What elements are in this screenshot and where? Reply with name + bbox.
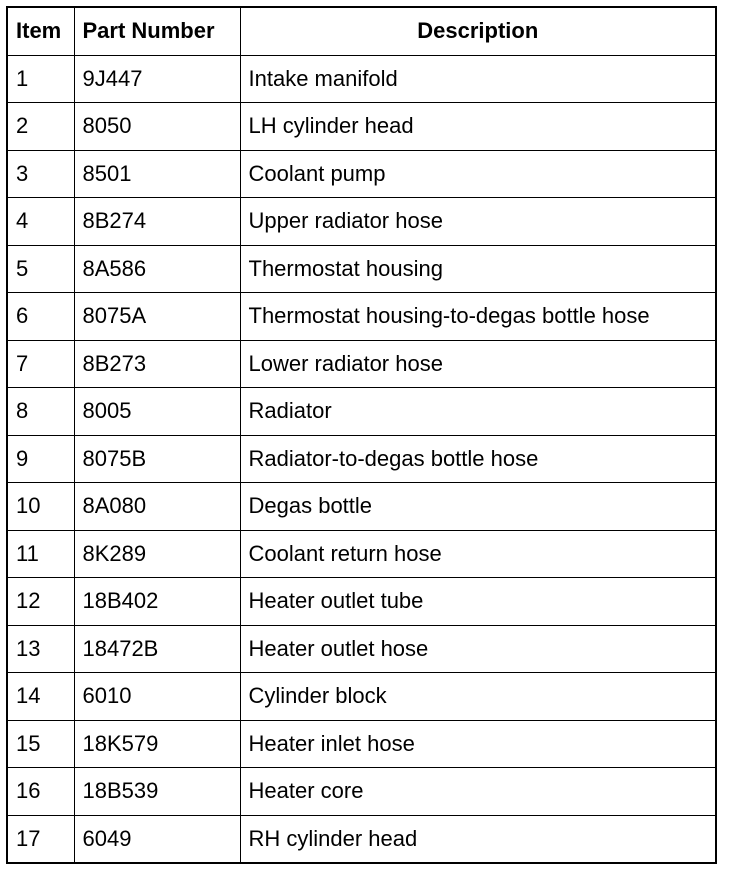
cell-item: 7 (7, 340, 74, 388)
table-row (7, 625, 716, 673)
cell-item: 4 (7, 198, 74, 246)
cell-part-number: 8B274 (74, 198, 240, 246)
cell-part-number: 8050 (74, 103, 240, 151)
table-row (7, 245, 716, 293)
table-row (7, 198, 716, 246)
table-row (7, 578, 716, 626)
table-row (7, 340, 716, 388)
cell-part-number: 18472B (74, 625, 240, 673)
cell-part-number: 8A586 (74, 245, 240, 293)
cell-item: 5 (7, 245, 74, 293)
cell-item: 15 (7, 720, 74, 768)
table-row (7, 720, 716, 768)
table-row (7, 530, 716, 578)
table-row (7, 435, 716, 483)
cell-description: Intake manifold (240, 55, 716, 103)
table-row (7, 103, 716, 151)
cell-part-number: 18B402 (74, 578, 240, 626)
cell-description: LH cylinder head (240, 103, 716, 151)
cell-item: 17 (7, 815, 74, 863)
cell-item: 12 (7, 578, 74, 626)
cell-description: Lower radiator hose (240, 340, 716, 388)
cell-description: Radiator (240, 388, 716, 436)
cell-description: Heater inlet hose (240, 720, 716, 768)
cell-item: 14 (7, 673, 74, 721)
cell-part-number: 8501 (74, 150, 240, 198)
cell-description: Cylinder block (240, 673, 716, 721)
cell-description: Heater core (240, 768, 716, 816)
cell-part-number: 6010 (74, 673, 240, 721)
header-item: Item (7, 7, 74, 55)
table-body (7, 55, 716, 863)
header-row (7, 7, 716, 55)
table-row (7, 388, 716, 436)
cell-item: 13 (7, 625, 74, 673)
cell-item: 16 (7, 768, 74, 816)
cell-description: Radiator-to-degas bottle hose (240, 435, 716, 483)
table-header (7, 7, 716, 55)
cell-part-number: 8075A (74, 293, 240, 341)
cell-item: 1 (7, 55, 74, 103)
cell-item: 2 (7, 103, 74, 151)
cell-item: 10 (7, 483, 74, 531)
table-row (7, 55, 716, 103)
cell-part-number: 6049 (74, 815, 240, 863)
table-row (7, 150, 716, 198)
cell-description: Thermostat housing-to-degas bottle hose (240, 293, 716, 341)
cell-description: Heater outlet hose (240, 625, 716, 673)
cell-item: 9 (7, 435, 74, 483)
table-row (7, 673, 716, 721)
cell-part-number: 8075B (74, 435, 240, 483)
cell-part-number: 8K289 (74, 530, 240, 578)
cell-part-number: 9J447 (74, 55, 240, 103)
cell-part-number: 18B539 (74, 768, 240, 816)
cell-item: 11 (7, 530, 74, 578)
header-description: Description (240, 7, 716, 55)
cell-description: Degas bottle (240, 483, 716, 531)
cell-part-number: 8A080 (74, 483, 240, 531)
parts-table (6, 6, 717, 864)
cell-description: Coolant pump (240, 150, 716, 198)
cell-part-number: 18K579 (74, 720, 240, 768)
table-row (7, 293, 716, 341)
header-part-number: Part Number (74, 7, 240, 55)
cell-part-number: 8B273 (74, 340, 240, 388)
cell-item: 8 (7, 388, 74, 436)
table-row (7, 815, 716, 863)
cell-description: RH cylinder head (240, 815, 716, 863)
table-row (7, 768, 716, 816)
cell-part-number: 8005 (74, 388, 240, 436)
cell-item: 3 (7, 150, 74, 198)
cell-item: 6 (7, 293, 74, 341)
cell-description: Coolant return hose (240, 530, 716, 578)
cell-description: Heater outlet tube (240, 578, 716, 626)
cell-description: Upper radiator hose (240, 198, 716, 246)
table-row (7, 483, 716, 531)
cell-description: Thermostat housing (240, 245, 716, 293)
